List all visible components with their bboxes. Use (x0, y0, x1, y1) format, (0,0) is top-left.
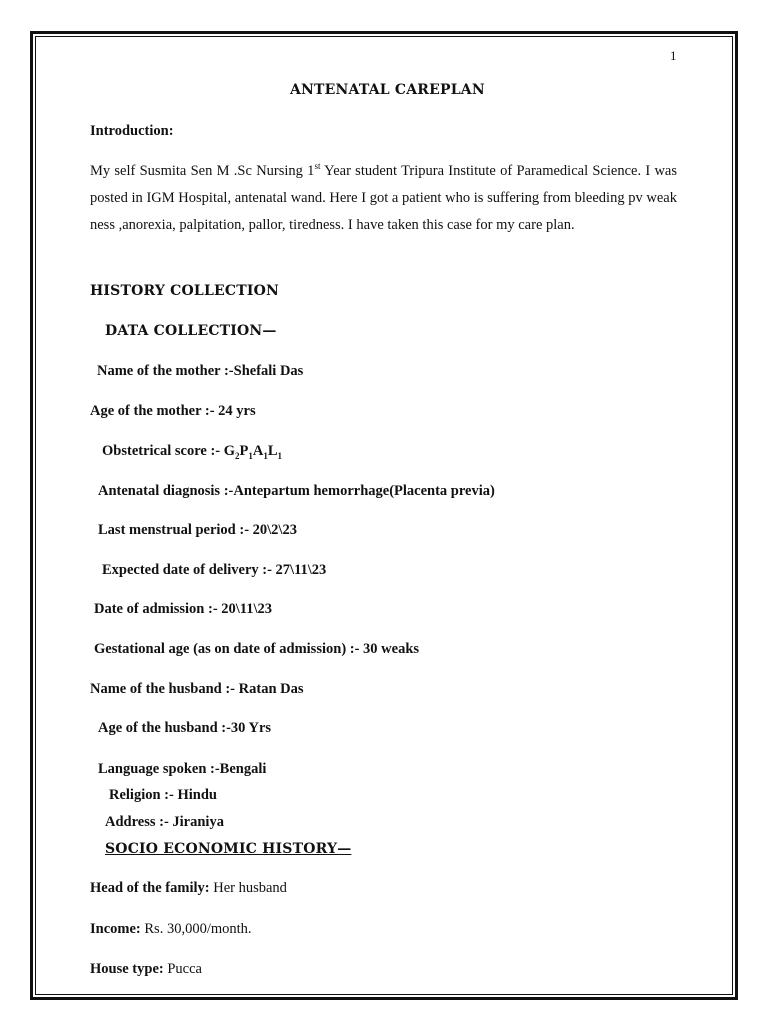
page-number: 1 (670, 48, 677, 63)
antenatal-diagnosis-field: Antenatal diagnosis :-Antepartum hemorrhage(Placenta previa) (98, 483, 495, 499)
lmp-field: Last menstrual period :- 20\2\23 (98, 522, 297, 538)
house-type-field: House type: Pucca (90, 961, 202, 977)
language-field: Language spoken :-Bengali (98, 761, 267, 777)
edd-field: Expected date of delivery :- 27\11\23 (102, 562, 327, 578)
mother-age-field: Age of the mother :- 24 yrs (90, 403, 256, 419)
introduction-paragraph: My self Susmita Sen M .Sc Nursing 1st Year student Tripura Institute of Paramedical Science. I was posted in IGM Hospital, antenatal wand. Here I got a patient who is suffering from bleeding pv weak ness ,anorexia, palpitation, pallor, tiredness. I have taken this case for my care plan. (90, 161, 678, 233)
gestational-age-field: Gestational age (as on date of admission) :- 30 weaks (94, 641, 420, 657)
data-collection-heading: DATA COLLECTION— (105, 323, 277, 339)
husband-age-field: Age of the husband :-30 Yrs (98, 720, 272, 736)
husband-name-field: Name of the husband :- Ratan Das (90, 681, 304, 697)
address-field: Address :- Jiraniya (105, 814, 224, 830)
socio-economic-heading: SOCIO ECONOMIC HISTORY— (105, 841, 352, 857)
admission-date-field: Date of admission :- 20\11\23 (94, 601, 273, 617)
head-of-family-field: Head of the family: Her husband (90, 880, 287, 896)
introduction-heading: Introduction: (90, 123, 174, 139)
history-collection-heading: HISTORY COLLECTION (90, 283, 279, 299)
document-title: ANTENATAL CAREPLAN (290, 82, 485, 98)
mother-name-field: Name of the mother :-Shefali Das (97, 363, 304, 379)
income-field: Income: Rs. 30,000/month. (90, 921, 252, 937)
religion-field: Religion :- Hindu (109, 787, 217, 803)
obstetrical-score-field: Obstetrical score :- $G_2P_1A_1L_1$ (102, 443, 283, 461)
